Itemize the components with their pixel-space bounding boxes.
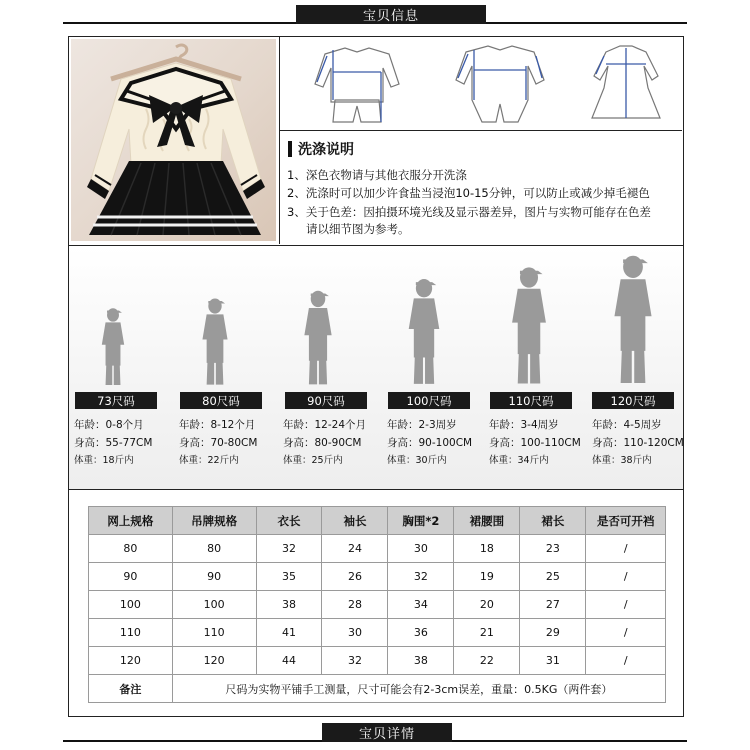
size-spec-table [88,506,666,703]
table-cell: / [586,535,666,563]
outfit-illustration [71,39,276,241]
table-cell: 23 [520,535,586,563]
measure-diagram-dress [576,42,676,130]
size-info-73 [74,416,152,470]
table-cell: 90 [172,563,256,591]
size-weight: 体重：38斤内 [592,455,652,466]
table-cell: / [586,647,666,675]
table-cell: 80 [172,535,256,563]
size-height: 身高：90-100CM [387,437,473,449]
size-age: 年龄：8-12个月 [179,419,256,431]
table-cell: 90 [89,563,173,591]
size-weight: 体重：25斤内 [283,455,343,466]
note-label: 备注 [89,675,173,703]
table-note-row [89,675,666,703]
child-silhouette-90 [299,288,337,388]
table-cell: 44 [256,647,322,675]
size-info-100 [387,416,472,470]
table-cell: 34 [388,591,454,619]
footer-title: 宝贝详情 [322,723,452,742]
table-cell: 41 [256,619,322,647]
table-cell: 36 [388,619,454,647]
table-cell: 29 [520,619,586,647]
size-height: 身高：80-90CM [283,437,362,449]
table-cell: 35 [256,563,322,591]
child-silhouette-120 [606,252,660,388]
size-weight: 体重：30斤内 [387,455,447,466]
info-frame-divider [279,37,280,244]
table-cell: 21 [454,619,520,647]
title-bar-icon [288,141,292,157]
size-label-73: 73尺码 [75,392,157,409]
table-cell: 100 [89,591,173,619]
size-height: 身高：110-120CM [592,437,684,449]
wash-line-4: 请以细节图为参考。 [306,222,410,236]
wash-instructions-title [288,139,354,159]
table-cell: 22 [454,647,520,675]
table-cell: / [586,591,666,619]
table-cell: 30 [322,619,388,647]
size-age: 年龄：4-5周岁 [592,419,662,431]
table-cell: 32 [388,563,454,591]
table-cell: 18 [454,535,520,563]
note-text: 尺码为实物平铺手工测量，尺寸可能会有2-3cm误差，重量：0.5KG（两件套） [172,675,665,703]
measure-divider [280,130,682,131]
size-age: 年龄：3-4周岁 [489,419,559,431]
size-label-80: 80尺码 [180,392,262,409]
size-age: 年龄：12-24个月 [283,419,367,431]
col-header: 吊牌规格 [172,507,256,535]
table-cell: 38 [256,591,322,619]
table-cell: / [586,619,666,647]
table-row [89,619,666,647]
table-cell: 30 [388,535,454,563]
child-silhouette-80 [198,296,232,388]
table-cell: 100 [172,591,256,619]
size-label-100: 100尺码 [388,392,470,409]
table-header-row [89,507,666,535]
table-cell: 120 [172,647,256,675]
wash-line-2: 2、洗涤时可以加少许食盐当浸泡10-15分钟，可以防止或减少掉毛褪色 [287,186,650,200]
size-info-120 [592,416,684,470]
size-weight: 体重：18斤内 [74,455,134,466]
size-weight: 体重：34斤内 [489,455,549,466]
col-header: 是否可开裆 [586,507,666,535]
table-cell: 27 [520,591,586,619]
col-header: 网上规格 [89,507,173,535]
size-height: 身高：55-77CM [74,437,153,449]
table-row [89,563,666,591]
size-age: 年龄：0-8个月 [74,419,144,431]
table-cell: 80 [89,535,173,563]
size-height: 身高：100-110CM [489,437,581,449]
table-cell: 38 [388,647,454,675]
table-cell: 32 [322,647,388,675]
size-height: 身高：70-80CM [179,437,258,449]
table-cell: / [586,563,666,591]
table-cell: 31 [520,647,586,675]
product-photo [71,39,276,241]
wash-title-text: 洗涤说明 [298,142,354,158]
table-row [89,647,666,675]
table-cell: 19 [454,563,520,591]
col-header: 裙腰围 [454,507,520,535]
col-header: 胸围*2 [388,507,454,535]
table-cell: 26 [322,563,388,591]
size-label-90: 90尺码 [285,392,367,409]
table-cell: 110 [172,619,256,647]
child-silhouette-100 [402,276,446,388]
col-header: 袖长 [322,507,388,535]
size-info-110 [489,416,581,470]
child-silhouette-110 [505,264,553,388]
table-cell: 25 [520,563,586,591]
child-silhouette-73 [98,306,128,388]
table-row [89,591,666,619]
size-label-120: 120尺码 [592,392,674,409]
table-cell: 32 [256,535,322,563]
table-cell: 110 [89,619,173,647]
col-header: 裙长 [520,507,586,535]
header-title: 宝贝信息 [296,5,486,24]
col-header: 衣长 [256,507,322,535]
size-weight: 体重：22斤内 [179,455,239,466]
table-cell: 20 [454,591,520,619]
size-label-110: 110尺码 [490,392,572,409]
size-info-90 [283,416,366,470]
table-cell: 120 [89,647,173,675]
measure-diagram-top-pants [295,42,425,130]
size-info-80 [179,416,257,470]
table-cell: 28 [322,591,388,619]
wash-line-1: 1、深色衣物请与其他衣服分开洗涤 [287,168,467,182]
table-row [89,535,666,563]
wash-line-3: 3、关于色差：因拍摄环境光线及显示器差异，图片与实物可能存在色差 [287,205,651,219]
size-age: 年龄：2-3周岁 [387,419,457,431]
table-cell: 24 [322,535,388,563]
measure-diagram-jumpsuit [432,42,572,130]
